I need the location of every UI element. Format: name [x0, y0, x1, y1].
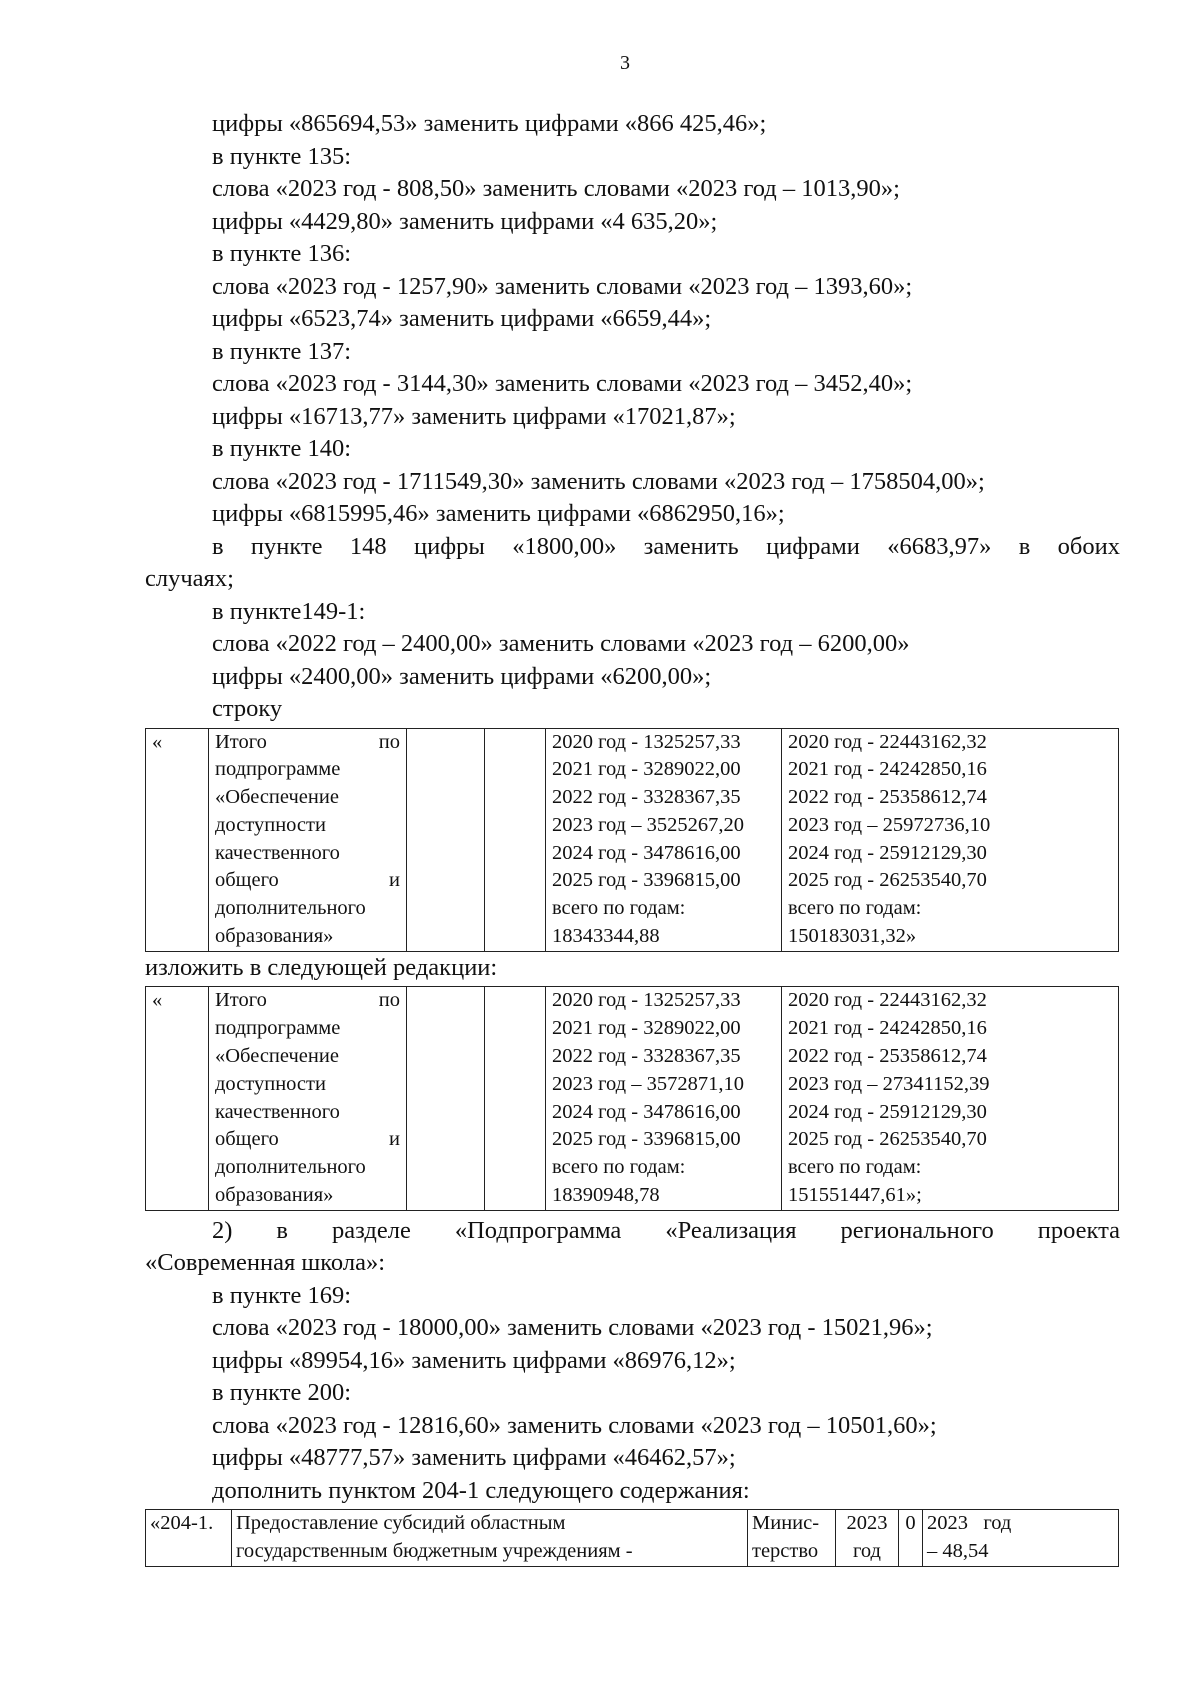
amount-cell: [923, 1510, 1119, 1567]
amendment-line: цифры «6815995,46» заменить цифрами «6862950,16»;: [212, 500, 785, 527]
amendment-line: цифры «16713,77» заменить цифрами «17021,87»;: [212, 402, 736, 430]
amendment-line: в пункте 200:: [212, 1379, 352, 1407]
budget-line: 2023 год – 3572871,10: [552, 1072, 744, 1095]
year-line: год: [853, 1540, 881, 1563]
label-line: доступности: [215, 813, 326, 836]
budget-line: 2022 год - 25358612,74: [788, 786, 987, 809]
paragraph-148-rest: случаях;: [145, 565, 234, 592]
label-split-line: [215, 1126, 400, 1154]
label-word: общего: [215, 1128, 279, 1151]
label-word: по: [378, 989, 400, 1012]
zero-cell: 0: [899, 1510, 923, 1567]
budget-line: 2021 год - 24242850,16: [788, 758, 987, 781]
label-line: «Обеспечение: [215, 786, 339, 809]
empty-cell: [485, 987, 546, 1210]
label-line: образования»: [215, 1183, 334, 1206]
budget-line: 2025 год - 3396815,00: [552, 869, 741, 892]
subprogram-label-cell: [209, 987, 407, 1210]
quote-cell: «: [146, 987, 209, 1210]
description-line: Предоставление субсидий областным: [236, 1512, 566, 1535]
amendment-line: в пункте149-1:: [212, 597, 366, 625]
budget-line: 2022 год - 3328367,35: [552, 786, 741, 809]
amendment-line: в пункте 136:: [212, 240, 352, 267]
amendment-line: цифры «2400,00» заменить цифрами «6200,00»;: [212, 662, 712, 690]
budget-line: всего по годам:: [788, 897, 922, 920]
label-line: качественного: [215, 1100, 340, 1123]
budget-line: 2022 год - 25358612,74: [788, 1044, 987, 1067]
amendment-line: слова «2023 год - 808,50» заменить словами «2023 год – 1013,90»;: [212, 175, 900, 202]
regional-budget-cell: [546, 987, 782, 1210]
amendment-line: цифры «89954,16» заменить цифрами «86976,12»;: [212, 1346, 736, 1374]
label-word: и: [389, 1128, 400, 1151]
budget-line: 2022 год - 3328367,35: [552, 1044, 741, 1067]
budget-line: 2020 год - 22443162,32: [788, 730, 987, 753]
budget-line: 151551447,61»;: [788, 1183, 922, 1206]
amendment-line: в пункте 169:: [212, 1281, 352, 1309]
amendment-line: цифры «6523,74» заменить цифрами «6659,44»;: [212, 305, 712, 332]
budget-line: 2024 год - 3478616,00: [552, 1100, 741, 1123]
executor-cell: [748, 1510, 836, 1567]
table-204-1: [145, 1509, 1119, 1567]
amendment-line: слова «2023 год - 12816,60» заменить словами «2023 год – 10501,60»;: [212, 1411, 937, 1439]
budget-line: всего по годам:: [552, 1156, 686, 1179]
amendment-line: цифры «48777,57» заменить цифрами «46462,57»;: [212, 1444, 736, 1472]
amendment-line: цифры «865694,53» заменить цифрами «866 425,46»;: [212, 110, 767, 137]
empty-cell: [407, 728, 485, 951]
label-word: общего: [215, 869, 279, 892]
amendment-line: слова «2022 год – 2400,00» заменить словами «2023 год – 6200,00»: [212, 630, 910, 657]
budget-line: 18343344,88: [552, 925, 660, 948]
table-new-row: [145, 986, 1119, 1210]
budget-line: 2024 год - 25912129,30: [788, 1100, 987, 1123]
budget-line: 2023 год – 3525267,20: [552, 813, 744, 836]
amendment-lines-a: [145, 108, 1120, 531]
budget-line: 2025 год - 3396815,00: [552, 1128, 741, 1151]
section-2-first: 2) в разделе «Подпрограмма «Реализация регионального проекта: [212, 1216, 1120, 1244]
document-body: [145, 108, 1120, 1567]
label-line: подпрограмме: [215, 1017, 341, 1040]
year-line: 2023: [846, 1512, 888, 1535]
label-word: Итого: [215, 989, 267, 1012]
subprogram-label-cell: [209, 728, 407, 951]
budget-line: 2020 год - 1325257,33: [552, 989, 741, 1012]
budget-line: 2021 год - 3289022,00: [552, 758, 741, 781]
executor-line: Минис-: [752, 1512, 820, 1535]
budget-line: 2020 год - 1325257,33: [552, 730, 741, 753]
section-2-rest: «Современная школа»:: [145, 1249, 386, 1277]
budget-line: всего по годам:: [788, 1156, 922, 1179]
paragraph-148-first: в пункте 148 цифры «1800,00» заменить цифрами «6683,97» в обоих: [212, 532, 1120, 560]
budget-line: 2021 год - 24242850,16: [788, 1017, 987, 1040]
label-line: подпрограмме: [215, 758, 341, 781]
amendment-line: строку: [212, 695, 283, 722]
amendment-line: слова «2023 год - 3144,30» заменить словами «2023 год – 3452,40»;: [212, 370, 913, 397]
empty-cell: [407, 987, 485, 1210]
label-line: «Обеспечение: [215, 1044, 339, 1067]
label-line: дополнительного: [215, 897, 366, 920]
label-line: качественного: [215, 841, 340, 864]
amendment-lines-b: [145, 596, 1120, 726]
label-word: Итого: [215, 730, 267, 753]
amendment-lines-c: [145, 1280, 1120, 1508]
between-tables-text: изложить в следующей редакции:: [145, 953, 498, 981]
label-word: и: [389, 869, 400, 892]
year-cell: [836, 1510, 899, 1567]
budget-line: 2023 год – 27341152,39: [788, 1072, 990, 1095]
label-line: дополнительного: [215, 1156, 366, 1179]
page-number: 3: [620, 52, 630, 74]
label-line: доступности: [215, 1072, 326, 1095]
item-description-cell: [232, 1510, 748, 1567]
budget-line: 2020 год - 22443162,32: [788, 989, 987, 1012]
total-budget-cell: [782, 987, 1119, 1210]
label-line: образования»: [215, 925, 334, 948]
amount-line: – 48,54: [927, 1540, 989, 1563]
amendment-line: слова «2023 год - 1711549,30» заменить словами «2023 год – 1758504,00»;: [212, 467, 985, 495]
amendment-line: в пункте 140:: [212, 435, 352, 462]
executor-line: терство: [752, 1540, 819, 1563]
item-number-cell: «204-1.: [146, 1510, 232, 1567]
budget-line: 2021 год - 3289022,00: [552, 1017, 741, 1040]
budget-line: 2025 год - 26253540,70: [788, 869, 987, 892]
amount-line: 2023 год: [927, 1512, 1012, 1535]
empty-cell: [485, 728, 546, 951]
budget-line: 2024 год - 3478616,00: [552, 841, 741, 864]
amendment-line: в пункте 135:: [212, 142, 352, 170]
label-split-line: [215, 867, 400, 895]
budget-line: 2025 год - 26253540,70: [788, 1128, 987, 1151]
label-split-line: [215, 987, 400, 1015]
regional-budget-cell: [546, 728, 782, 951]
quote-cell: «: [146, 728, 209, 951]
label-split-line: [215, 729, 400, 757]
total-budget-cell: [782, 728, 1119, 951]
table-old-row: [145, 728, 1119, 952]
amendment-line: цифры «4429,80» заменить цифрами «4 635,20»;: [212, 207, 718, 235]
budget-line: всего по годам:: [552, 897, 686, 920]
budget-line: 150183031,32»: [788, 925, 917, 948]
label-word: по: [378, 730, 400, 753]
budget-line: 18390948,78: [552, 1183, 660, 1206]
amendment-line: дополнить пунктом 204-1 следующего содержания:: [212, 1476, 750, 1504]
budget-line: 2024 год - 25912129,30: [788, 841, 987, 864]
budget-line: 2023 год – 25972736,10: [788, 813, 991, 836]
description-line: государственным бюджетным учреждениям -: [236, 1540, 633, 1563]
amendment-line: в пункте 137:: [212, 337, 352, 365]
amendment-line: слова «2023 год - 1257,90» заменить словами «2023 год – 1393,60»;: [212, 272, 913, 300]
amendment-line: слова «2023 год - 18000,00» заменить словами «2023 год - 15021,96»;: [212, 1314, 933, 1342]
